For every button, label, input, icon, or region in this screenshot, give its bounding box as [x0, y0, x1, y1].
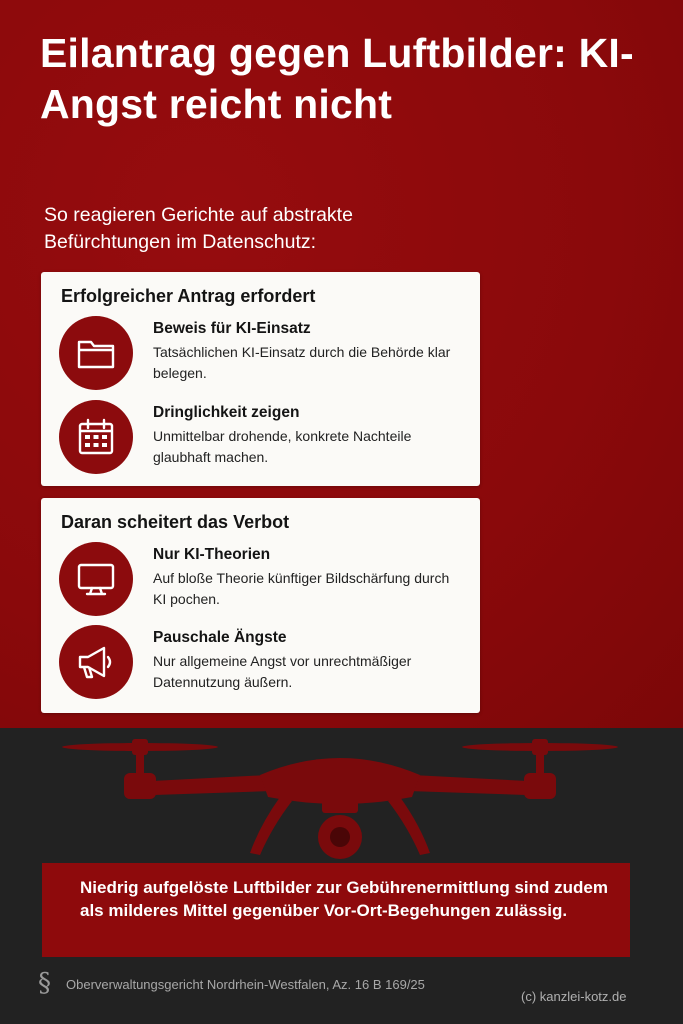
item-title: Dringlichkeit zeigen: [153, 404, 300, 421]
source-citation: Oberverwaltungsgericht Nordrhein-Westfalen, Az. 16 B 169/25: [66, 977, 425, 992]
list-item: [59, 625, 469, 701]
item-title: Nur KI-Theorien: [153, 546, 271, 563]
megaphone-icon: [59, 625, 133, 699]
page-title: Eilantrag gegen Luftbilder: KI-Angst reicht nicht: [40, 30, 634, 127]
card-failures: [41, 498, 480, 713]
drone-illustration: [60, 735, 620, 865]
list-item: [59, 316, 469, 392]
note-text: Niedrig aufgelöste Luftbilder zur Gebührenermittlung sind zudem als milderes Mittel gegenüber Vor-Ort-Begehungen zulässig.: [80, 878, 608, 920]
folder-icon: [59, 316, 133, 390]
page-subtitle: So reagieren Gerichte auf abstrakte Befürchtungen im Datenschutz:: [44, 204, 353, 253]
list-item: [59, 542, 469, 618]
card-heading: Daran scheitert das Verbot: [61, 512, 290, 532]
item-title: Pauschale Ängste: [153, 629, 287, 646]
item-text: Auf bloße Theorie künftiger Bildschärfung durch KI pochen.: [153, 570, 450, 607]
item-text: Nur allgemeine Angst vor unrechtmäßiger Datennutzung äußern.: [153, 653, 412, 690]
calendar-icon: [59, 400, 133, 474]
card-requirements: [41, 272, 480, 486]
note-box: [42, 863, 630, 957]
monitor-icon: [59, 542, 133, 616]
item-title: Beweis für KI-Einsatz: [153, 320, 311, 337]
copyright: (c) kanzlei-kotz.de: [521, 989, 627, 1004]
paragraph-symbol: §: [38, 968, 51, 998]
item-text: Tatsächlichen KI-Einsatz durch die Behörde klar belegen.: [153, 344, 451, 381]
list-item: [59, 400, 469, 476]
item-text: Unmittelbar drohende, konkrete Nachteile glaubhaft machen.: [153, 428, 412, 465]
card-heading: Erfolgreicher Antrag erfordert: [61, 286, 316, 306]
